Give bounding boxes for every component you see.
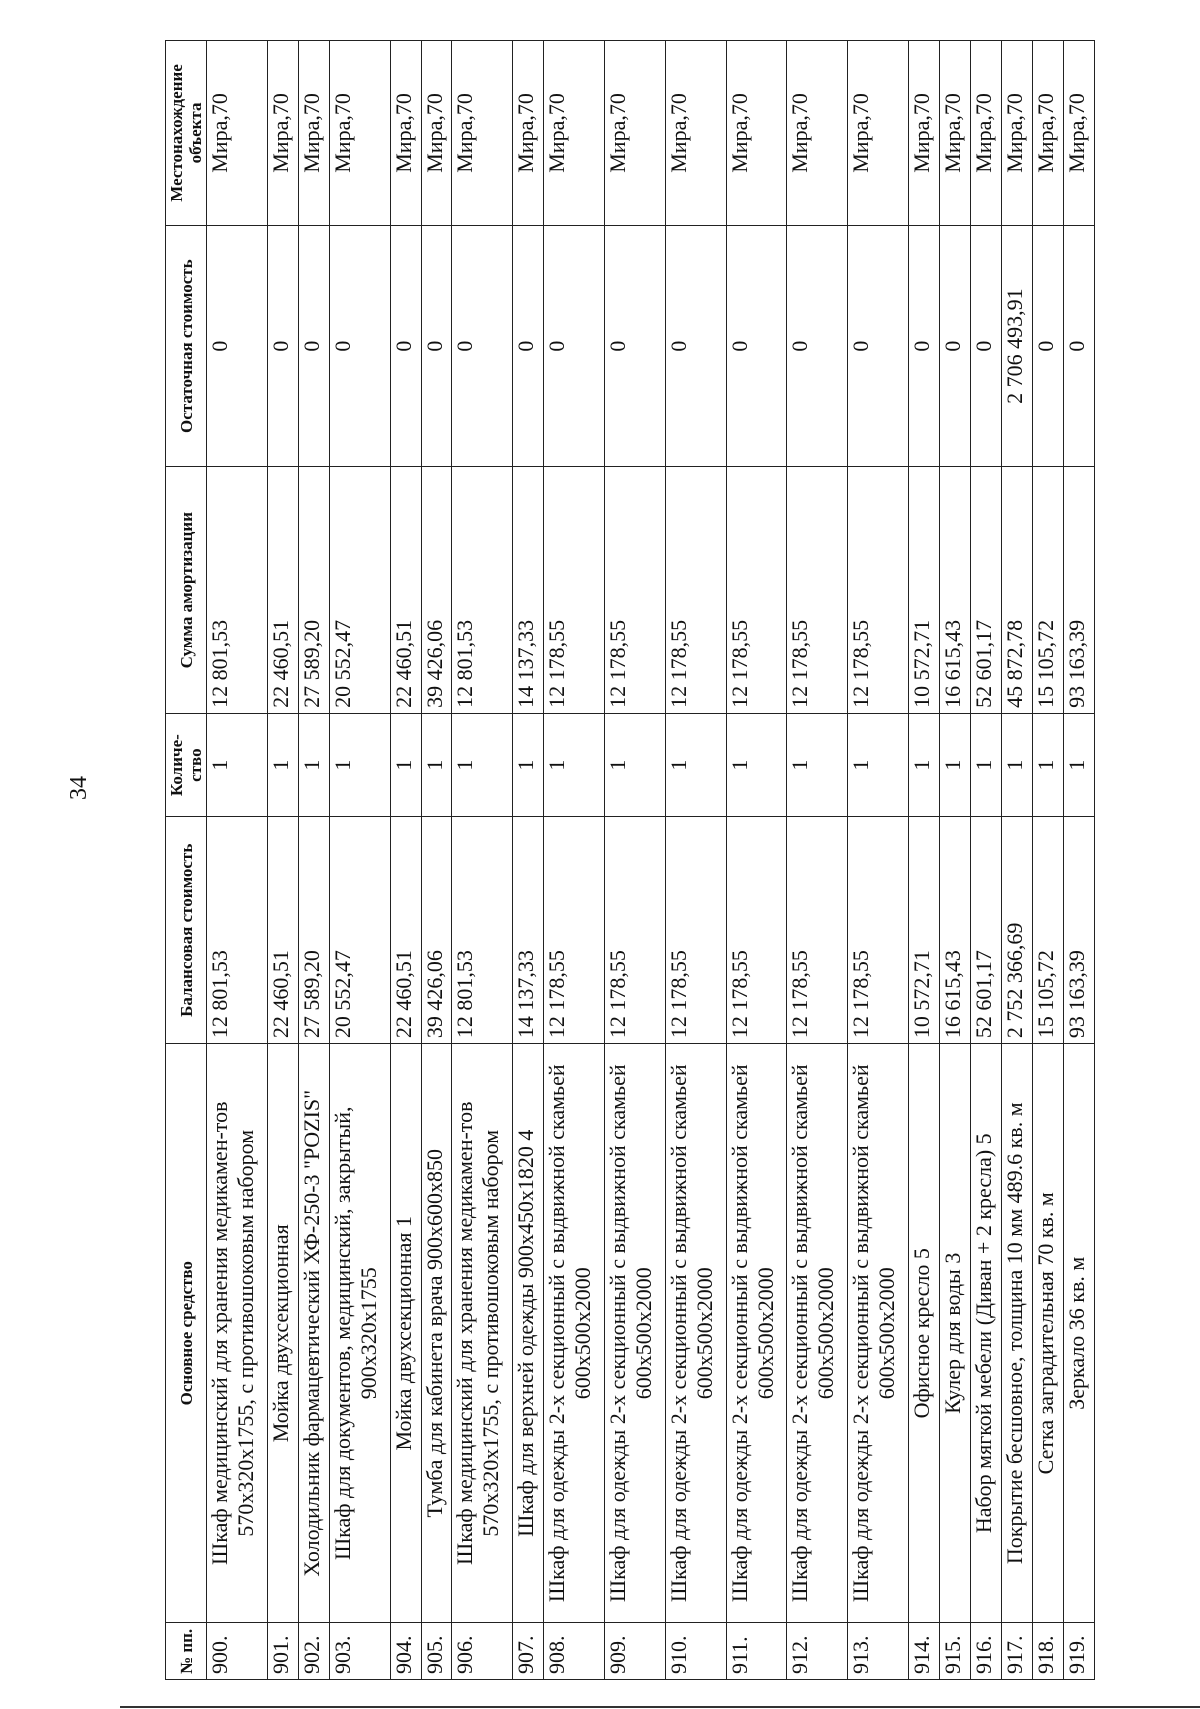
asset-name: Зеркало 36 кв. м — [1063, 1044, 1094, 1623]
table-row — [329, 41, 390, 1680]
asset-name: Шкаф для одежды 2-х секционный с выдвижной скамьей 600x500x2000 — [544, 1044, 605, 1623]
quantity: 1 — [665, 713, 726, 817]
location: Мира,70 — [665, 41, 726, 226]
residual-value: 0 — [1063, 225, 1094, 467]
table-row — [939, 41, 970, 1680]
header-residual: Остаточная стоимость — [166, 225, 207, 467]
asset-name: Мойка двухсекционная 1 — [390, 1044, 421, 1623]
table-row — [544, 41, 605, 1680]
residual-value: 0 — [452, 225, 513, 467]
balance-value: 22 460,51 — [390, 817, 421, 1044]
asset-name: Шкаф для одежды 2-х секционный с выдвижной скамьей 600x500x2000 — [848, 1044, 909, 1623]
asset-name: Офисное кресло 5 — [909, 1044, 940, 1623]
balance-value: 2 752 366,69 — [1001, 817, 1032, 1044]
location: Мира,70 — [1063, 41, 1094, 226]
location: Мира,70 — [513, 41, 544, 226]
row-number: 909. — [605, 1623, 666, 1680]
asset-name: Шкаф для одежды 2-х секционный с выдвижной скамьей 600x500x2000 — [726, 1044, 787, 1623]
table-row — [970, 41, 1001, 1680]
amortization-value: 45 872,78 — [1001, 467, 1032, 713]
residual-value: 0 — [970, 225, 1001, 467]
row-number: 911. — [726, 1623, 787, 1680]
table-row — [267, 41, 298, 1680]
amortization-value: 16 615,43 — [939, 467, 970, 713]
table-row — [848, 41, 909, 1680]
asset-name: Шкаф медицинский для хранения медикамен-тов 570x320x1755, с противошоковым набором — [452, 1044, 513, 1623]
location: Мира,70 — [544, 41, 605, 226]
balance-value: 12 178,55 — [787, 817, 848, 1044]
asset-name: Кулер для воды 3 — [939, 1044, 970, 1623]
row-number: 903. — [329, 1623, 390, 1680]
row-number: 916. — [970, 1623, 1001, 1680]
table-header-row — [166, 41, 207, 1680]
quantity: 1 — [970, 713, 1001, 817]
location: Мира,70 — [970, 41, 1001, 226]
row-number: 910. — [665, 1623, 726, 1680]
location: Мира,70 — [726, 41, 787, 226]
table-row — [605, 41, 666, 1680]
residual-value: 0 — [421, 225, 452, 467]
balance-value: 20 552,47 — [329, 817, 390, 1044]
residual-value: 0 — [665, 225, 726, 467]
quantity: 1 — [1063, 713, 1094, 817]
table-row — [1001, 41, 1032, 1680]
table-row — [421, 41, 452, 1680]
amortization-value: 22 460,51 — [267, 467, 298, 713]
row-number: 919. — [1063, 1623, 1094, 1680]
balance-value: 93 163,39 — [1063, 817, 1094, 1044]
balance-value: 52 601,17 — [970, 817, 1001, 1044]
balance-value: 12 801,53 — [452, 817, 513, 1044]
row-number: 900. — [207, 1623, 268, 1680]
quantity: 1 — [452, 713, 513, 817]
quantity: 1 — [421, 713, 452, 817]
amortization-value: 20 552,47 — [329, 467, 390, 713]
quantity: 1 — [605, 713, 666, 817]
asset-name: Холодильник фармацевтический ХФ-250-3 "POZIS" — [298, 1044, 329, 1623]
location: Мира,70 — [298, 41, 329, 226]
quantity: 1 — [1032, 713, 1063, 817]
location: Мира,70 — [421, 41, 452, 226]
asset-name: Шкаф для верхней одежды 900x450x1820 4 — [513, 1044, 544, 1623]
row-number: 915. — [939, 1623, 970, 1680]
residual-value: 0 — [207, 225, 268, 467]
residual-value: 0 — [605, 225, 666, 467]
quantity: 1 — [544, 713, 605, 817]
quantity: 1 — [513, 713, 544, 817]
balance-value: 27 589,20 — [298, 817, 329, 1044]
bottom-rule — [120, 1706, 1200, 1708]
header-name: Основное средство — [166, 1044, 207, 1623]
table-row — [390, 41, 421, 1680]
asset-name: Сетка заградительная 70 кв. м — [1032, 1044, 1063, 1623]
quantity: 1 — [1001, 713, 1032, 817]
table-row — [207, 41, 268, 1680]
balance-value: 12 178,55 — [726, 817, 787, 1044]
row-number: 917. — [1001, 1623, 1032, 1680]
location: Мира,70 — [1001, 41, 1032, 226]
quantity: 1 — [390, 713, 421, 817]
row-number: 918. — [1032, 1623, 1063, 1680]
row-number: 907. — [513, 1623, 544, 1680]
balance-value: 22 460,51 — [267, 817, 298, 1044]
location: Мира,70 — [848, 41, 909, 226]
location: Мира,70 — [329, 41, 390, 226]
residual-value: 0 — [267, 225, 298, 467]
quantity: 1 — [848, 713, 909, 817]
header-balance: Балансовая стоимость — [166, 817, 207, 1044]
residual-value: 0 — [848, 225, 909, 467]
amortization-value: 12 178,55 — [544, 467, 605, 713]
amortization-value: 10 572,71 — [909, 467, 940, 713]
residual-value: 0 — [329, 225, 390, 467]
balance-value: 12 178,55 — [605, 817, 666, 1044]
amortization-value: 12 178,55 — [787, 467, 848, 713]
location: Мира,70 — [939, 41, 970, 226]
table-row — [909, 41, 940, 1680]
amortization-value: 52 601,17 — [970, 467, 1001, 713]
residual-value: 0 — [544, 225, 605, 467]
amortization-value: 12 178,55 — [848, 467, 909, 713]
amortization-value: 12 801,53 — [452, 467, 513, 713]
row-number: 901. — [267, 1623, 298, 1680]
amortization-value: 27 589,20 — [298, 467, 329, 713]
amortization-value: 22 460,51 — [390, 467, 421, 713]
location: Мира,70 — [390, 41, 421, 226]
balance-value: 14 137,33 — [513, 817, 544, 1044]
quantity: 1 — [207, 713, 268, 817]
location: Мира,70 — [207, 41, 268, 226]
asset-name: Шкаф медицинский для хранения медикамен-тов 570x320x1755, с противошоковым набором — [207, 1044, 268, 1623]
table-row — [298, 41, 329, 1680]
asset-name: Мойка двухсекционная — [267, 1044, 298, 1623]
table-row — [787, 41, 848, 1680]
amortization-value: 93 163,39 — [1063, 467, 1094, 713]
balance-value: 16 615,43 — [939, 817, 970, 1044]
quantity: 1 — [267, 713, 298, 817]
header-amortization: Сумма амортизации — [166, 467, 207, 713]
balance-value: 10 572,71 — [909, 817, 940, 1044]
row-number: 912. — [787, 1623, 848, 1680]
balance-value: 12 178,55 — [544, 817, 605, 1044]
table-row — [665, 41, 726, 1680]
residual-value: 0 — [939, 225, 970, 467]
quantity: 1 — [726, 713, 787, 817]
asset-name: Шкаф для одежды 2-х секционный с выдвижной скамьей 600x500x2000 — [665, 1044, 726, 1623]
table-row — [513, 41, 544, 1680]
row-number: 908. — [544, 1623, 605, 1680]
location: Мира,70 — [605, 41, 666, 226]
row-number: 906. — [452, 1623, 513, 1680]
asset-name: Набор мягкой мебели (Диван + 2 кресла) 5 — [970, 1044, 1001, 1623]
amortization-value: 12 801,53 — [207, 467, 268, 713]
rotated-page — [165, 40, 1095, 1680]
balance-value: 12 801,53 — [207, 817, 268, 1044]
asset-name: Шкаф для одежды 2-х секционный с выдвижной скамьей 600x500x2000 — [787, 1044, 848, 1623]
amortization-value: 12 178,55 — [605, 467, 666, 713]
page-number: 34 — [66, 776, 92, 800]
residual-value: 0 — [909, 225, 940, 467]
table-row — [726, 41, 787, 1680]
row-number: 905. — [421, 1623, 452, 1680]
header-num: № пп. — [166, 1623, 207, 1680]
residual-value: 0 — [726, 225, 787, 467]
header-qty: Количе-ство — [166, 713, 207, 817]
quantity: 1 — [787, 713, 848, 817]
quantity: 1 — [298, 713, 329, 817]
row-number: 913. — [848, 1623, 909, 1680]
amortization-value: 39 426,06 — [421, 467, 452, 713]
asset-name: Тумба для кабинета врача 900x600x850 — [421, 1044, 452, 1623]
quantity: 1 — [939, 713, 970, 817]
balance-value: 39 426,06 — [421, 817, 452, 1044]
table-body — [207, 41, 1095, 1680]
residual-value: 0 — [513, 225, 544, 467]
location: Мира,70 — [1032, 41, 1063, 226]
residual-value: 0 — [1032, 225, 1063, 467]
residual-value: 0 — [390, 225, 421, 467]
row-number: 914. — [909, 1623, 940, 1680]
amortization-value: 14 137,33 — [513, 467, 544, 713]
location: Мира,70 — [787, 41, 848, 226]
location: Мира,70 — [267, 41, 298, 226]
asset-name: Шкаф для документов, медицинский, закрытый, 900x320x1755 — [329, 1044, 390, 1623]
balance-value: 15 105,72 — [1032, 817, 1063, 1044]
asset-name: Шкаф для одежды 2-х секционный с выдвижной скамьей 600x500x2000 — [605, 1044, 666, 1623]
balance-value: 12 178,55 — [848, 817, 909, 1044]
amortization-value: 15 105,72 — [1032, 467, 1063, 713]
residual-value: 0 — [787, 225, 848, 467]
table-row — [452, 41, 513, 1680]
asset-name: Покрытие бесшовное, толщина 10 мм 489.6 кв. м — [1001, 1044, 1032, 1623]
amortization-value: 12 178,55 — [665, 467, 726, 713]
row-number: 904. — [390, 1623, 421, 1680]
table-row — [1032, 41, 1063, 1680]
residual-value: 2 706 493,91 — [1001, 225, 1032, 467]
asset-table — [165, 40, 1095, 1680]
balance-value: 12 178,55 — [665, 817, 726, 1044]
location: Мира,70 — [909, 41, 940, 226]
quantity: 1 — [909, 713, 940, 817]
location: Мира,70 — [452, 41, 513, 226]
row-number: 902. — [298, 1623, 329, 1680]
residual-value: 0 — [298, 225, 329, 467]
table-row — [1063, 41, 1094, 1680]
amortization-value: 12 178,55 — [726, 467, 787, 713]
header-location: Местонахождение объекта — [166, 41, 207, 226]
quantity: 1 — [329, 713, 390, 817]
